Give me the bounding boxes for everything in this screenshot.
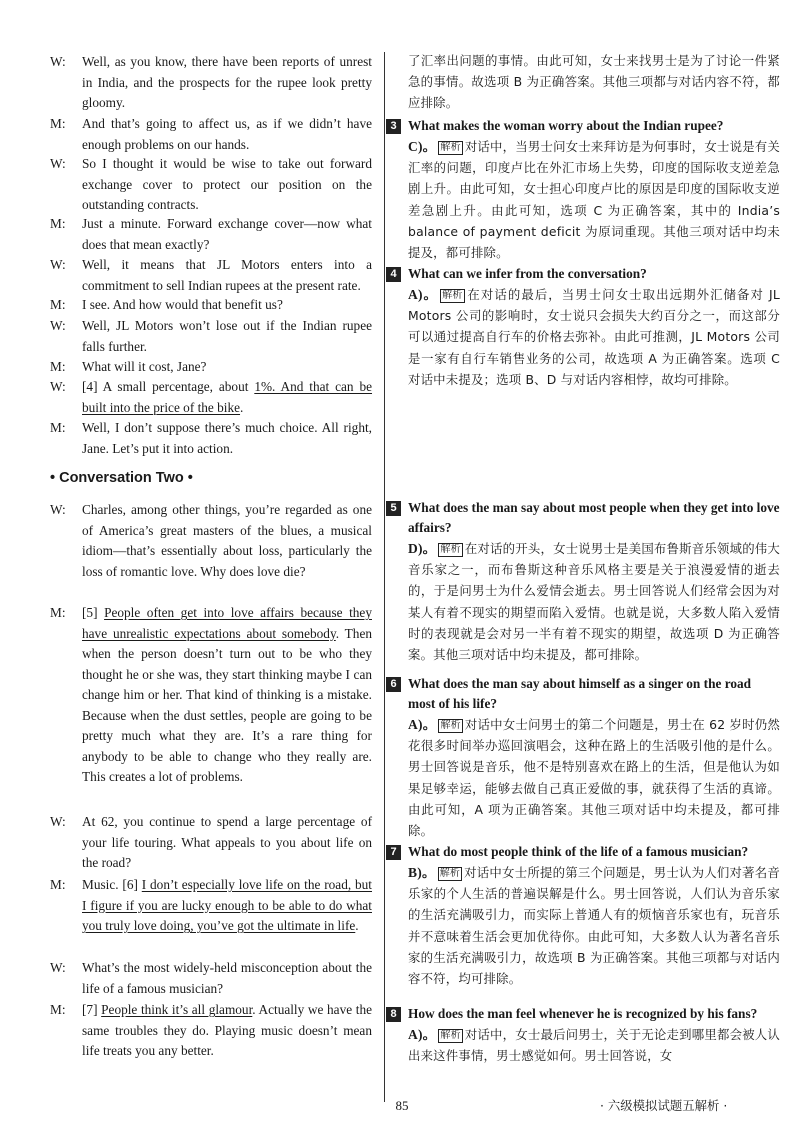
dialogue-text: Well, I don’t suppose there’s much choice. All right, Jane. Let’s put it into action. xyxy=(82,420,372,456)
dialogue-text: And that’s going to affect us, as if we didn’t have enough problems on our hands. xyxy=(82,116,372,152)
analysis-tag: 解析 xyxy=(440,544,461,555)
dialogue-text: Well, JL Motors won’t lose out if the Indian rupee falls further. xyxy=(82,318,372,354)
speaker-label: M: xyxy=(50,359,66,374)
answer-letter: A)。 xyxy=(408,287,439,302)
underlined-answer: I don’t especially love life on the road, but I figure if you are lucky enough to be able to do what you truly love doing, you’ve got the ultimate in life xyxy=(82,877,372,933)
underlined-answer: People think it’s all glamour xyxy=(101,1002,253,1017)
speaker-label: W: xyxy=(50,257,66,272)
speaker-label: W: xyxy=(50,814,66,829)
dialogue-line xyxy=(50,214,372,255)
question-block xyxy=(384,264,780,390)
speaker-label: M: xyxy=(50,877,66,892)
dialogue-line xyxy=(50,418,372,459)
dialogue-text: So I thought it would be wise to take out forward exchange cover to protect our position on the outstanding contracts. xyxy=(82,156,372,212)
dialogue-line xyxy=(50,875,372,937)
speaker-label: W: xyxy=(50,318,66,333)
dialogue-text: At 62, you continue to spend a large percentage of your life touring. What appeals to you about life on the road? xyxy=(82,814,372,870)
speaker-label: W: xyxy=(50,502,66,517)
answer-letter: C)。 xyxy=(408,139,437,154)
dialogue-line xyxy=(50,114,372,155)
dialogue-line xyxy=(50,316,372,357)
dialogue-text: I see. And how would that benefit us? xyxy=(82,297,283,312)
analysis-tag: 解析 xyxy=(440,1030,461,1041)
question-title: 7 What do most people think of the life of a famous musician? xyxy=(384,842,780,862)
dialogue-line xyxy=(50,295,372,316)
dialogue-line xyxy=(50,357,372,378)
analysis-text: A)。 解析 在对话的最后，当男士问女士取出远期外汇储备对 JL Motors 公司的影响时，女士说只会损失大约百分之一，而这部分可以通过提高自行车的价格去弥补。由此可推测，JL Motors 公司是一家有自行车销售业务的公司，故选项 A 为正确答案。选项 C 对话中未提及；选项 B、D 与对话内容相悖，故均可排除。 xyxy=(408,287,780,387)
speaker-label: W: xyxy=(50,960,66,975)
dialogue-text: Well, as you know, there have been reports of unrest in India, and the prospects for the rupee look pretty gloomy. xyxy=(82,54,372,110)
answer-letter: B)。 xyxy=(408,865,436,880)
answer-letter: A)。 xyxy=(408,1027,437,1042)
section-title: • Conversation Two • xyxy=(50,470,193,486)
dialogue-line xyxy=(50,377,372,418)
question-block xyxy=(384,842,780,989)
question-title: 6 What does the man say about himself as a singer on the road most of his life? xyxy=(384,674,780,714)
dialogue-text: [7] People think it’s all glamour. Actually we have the same troubles they do. Playing music doesn’t mean life treats you any better. xyxy=(82,1002,372,1058)
speaker-label: W: xyxy=(50,54,66,69)
answer-letter: D)。 xyxy=(408,541,437,556)
analysis-text: A)。 解析 对话中女士问男士的第二个问题是，男士在 62 岁时仍然花很多时间举办巡回演唱会，这种在路上的生活吸引他的是什么。男士回答说是音乐，他不是特别喜欢在路上的生活，但是他认为如果足够幸运，能够去做自己真正爱做的事，就获得了生活的真谛。由此可知，A 项为正确答案。其他三项对话中均未提及，都可排除。 xyxy=(408,717,780,839)
speaker-label: M: xyxy=(50,216,66,231)
question-block xyxy=(384,674,780,841)
dialogue-line xyxy=(50,812,372,874)
speaker-label: W: xyxy=(50,379,66,394)
dialogue-text: What’s the most widely-held misconception about the life of a famous musician? xyxy=(82,960,372,996)
speaker-label: M: xyxy=(50,297,66,312)
analysis-tag: 解析 xyxy=(440,720,461,731)
speaker-label: M: xyxy=(50,116,66,131)
dialogue-line xyxy=(50,255,372,296)
dialogue-text: [4] A small percentage, about 1%. And that can be built into the price of the bike. xyxy=(82,379,373,415)
analysis-tag: 解析 xyxy=(439,868,461,879)
question-title: 3 What makes the woman worry about the Indian rupee? xyxy=(384,116,780,136)
dialogue-text: [5] People often get into love affairs because they have unrealistic expectations about somebody. Then when the person doesn’t turn out to be who they thought he or she was, they start thinking maybe I can change him or her. That kind of thinking is a mistake. Because when the dust settles, people are going to be pretty much what they are. It’s a rare thing for anybody to be able to change who they really are. This creates a lot of problems. xyxy=(82,605,373,784)
analysis-tag: 解析 xyxy=(440,142,461,153)
dialogue-text: Just a minute. Forward exchange cover—now what does that mean exactly? xyxy=(82,216,372,252)
question-number: 3 xyxy=(386,119,401,134)
dialogue-text: Music. [6] I don’t especially love life on the road, but I figure if you are lucky enough to be able to do what you truly love doing, you’ve got the ultimate in life. xyxy=(82,877,372,933)
dialogue-line xyxy=(50,500,372,582)
dialogue-line xyxy=(50,154,372,216)
question-number: 5 xyxy=(386,501,401,516)
question-number: 8 xyxy=(386,1007,401,1022)
analysis-text: C)。 解析 对话中，当男士问女士来拜访是为何事时，女士说是有关汇率的问题，印度卢比在外汇市场上失势，印度的国际收支逆差急剧上升。由此可知，女士担心印度卢比的原因是印度的国际收支逆差急剧上升。由此可知，选项 C 为正确答案，其中的 India’s balance of payment deficit 为原词重现。其他三项对话中均未提及，都可排除。 xyxy=(408,139,780,261)
speaker-label: M: xyxy=(50,1002,66,1017)
question-block xyxy=(384,116,780,263)
speaker-label: M: xyxy=(50,605,66,620)
analysis-tag: 解析 xyxy=(442,290,463,301)
analysis-text: A)。 解析 对话中，女士最后问男士，关于无论走到哪里都会被人认出来这件事情，男士感觉如何。男士回答说，女 xyxy=(408,1027,780,1064)
running-footer: · 六级模拟试题五解析 · xyxy=(600,1098,728,1113)
dialogue-line xyxy=(50,603,372,788)
dialogue-line xyxy=(50,958,372,999)
dialogue-text: Charles, among other things, you’re regarded as one of America’s great masters of the blues, a musical idiom—that’s essentially about loss, particularly the loss of romantic love. Why does love die? xyxy=(82,502,372,579)
speaker-label: W: xyxy=(50,156,66,171)
dialogue-text: What will it cost, Jane? xyxy=(82,359,207,374)
question-title: 4 What can we infer from the conversation? xyxy=(384,264,780,284)
dialogue-text: Well, it means that JL Motors enters into a commitment to sell Indian rupees at the present rate. xyxy=(82,257,372,293)
question-number: 7 xyxy=(386,845,401,860)
analysis-text: D)。 解析 在对话的开头，女士说男士是美国布鲁斯音乐领域的伟大音乐家之一，而布鲁斯这种音乐风格主要是关于浪漫爱情的逝去的，于是问男士为什么爱情会逝去。男士回答说人们经常会因为对某人有着不现实的期望而陷入爱情。也就是说，大多数人陷入爱情时的表现就是会对另一半有着不现实的期望，故选项 D 为正确答案。其他三项对话中均未提及，都可排除。 xyxy=(408,541,780,663)
underlined-answer: People often get into love affairs because they have unrealistic expectations about somebody xyxy=(82,605,372,641)
question-title: 5 What does the man say about most people when they get into love affairs? xyxy=(384,498,780,538)
analysis-text: B)。 解析 对话中女士所提的第三个问题是，男士认为人们对著名音乐家的个人生活的普遍误解是什么。男士回答说，人们认为音乐家的生活充满吸引力，而实际上普通人有的烦恼音乐家也有，玩音乐并不意味着生活会更加优待你。由此可知，大多数人认为著名音乐家的生活充满吸引力，故选项 B 为正确答案。其他三项都与对话内容不符，均可排除。 xyxy=(408,865,781,987)
question-title: 8 How does the man feel whenever he is recognized by his fans? xyxy=(384,1004,780,1024)
analysis-continued: 了汇率出问题的事情。由此可知，女士来找男士是为了讨论一件紧急的事情。故选项 B 为正确答案。其他三项都与对话内容不符，都应排除。 xyxy=(408,53,780,111)
speaker-label: M: xyxy=(50,420,66,435)
dialogue-line xyxy=(50,1000,372,1062)
question-number: 4 xyxy=(386,267,401,282)
question-block xyxy=(384,1004,780,1066)
question-block xyxy=(384,498,780,665)
dialogue-line xyxy=(50,52,372,114)
page-number: 85 xyxy=(395,1098,409,1113)
answer-letter: A)。 xyxy=(408,717,437,732)
underlined-answer: 1%. And that can be built into the price of the bike xyxy=(82,379,373,415)
question-number: 6 xyxy=(386,677,401,692)
